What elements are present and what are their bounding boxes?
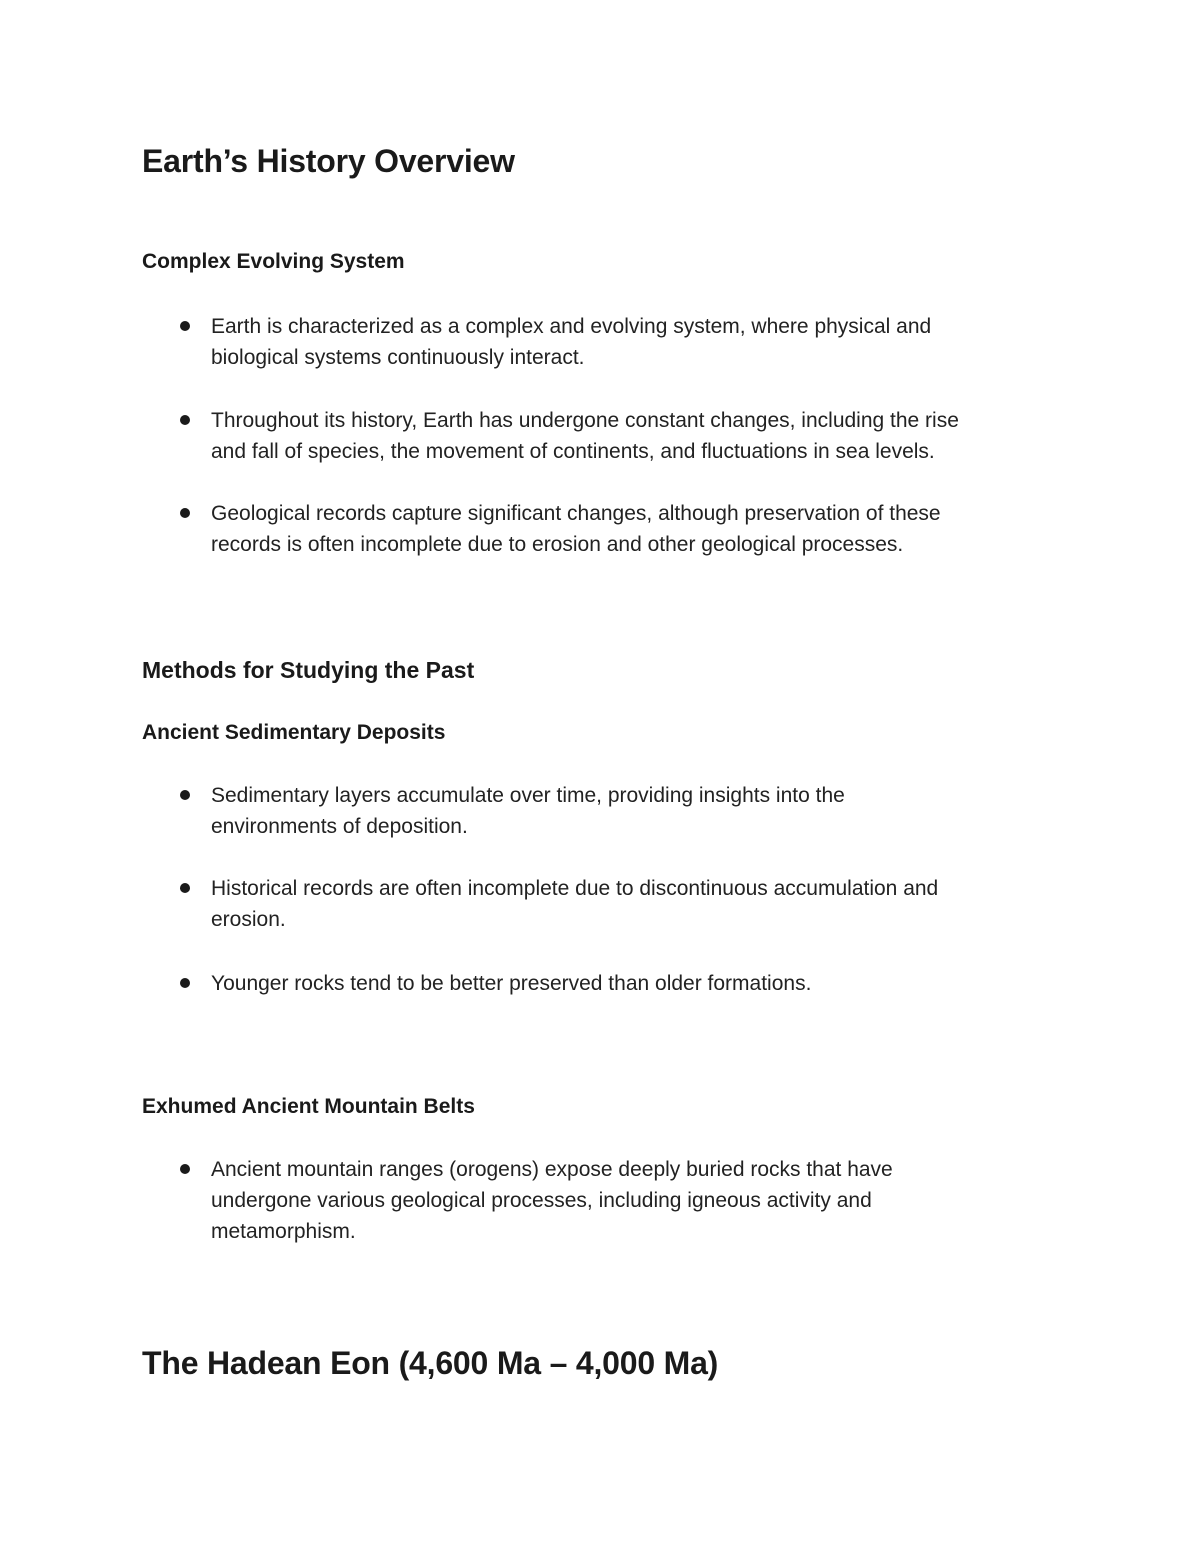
list-item-text: Throughout its history, Earth has undergone constant changes, including the rise and fall of species, the movement of continents, and fluctuations in sea levels. (211, 409, 959, 463)
list-item-text: Younger rocks tend to be better preserved than older formations. (211, 972, 812, 995)
bullet-icon (180, 790, 190, 800)
subsection-heading-mountain-belts: Exhumed Ancient Mountain Belts (142, 1095, 475, 1118)
list-item-text: Geological records capture significant changes, although preservation of these records is often incomplete due to erosion and other geological processes. (211, 502, 941, 556)
list-item-text: Historical records are often incomplete due to discontinuous accumulation and erosion. (211, 877, 939, 931)
list-item-text: Sedimentary layers accumulate over time, providing insights into the environments of deposition. (211, 784, 845, 838)
bullet-icon (180, 1164, 190, 1174)
list-item-text: Earth is characterized as a complex and evolving system, where physical and biological systems continuously interact. (211, 315, 932, 369)
bullet-icon (180, 978, 190, 988)
bullet-icon (180, 508, 190, 518)
bullet-icon (180, 415, 190, 425)
section-heading-methods: Methods for Studying the Past (142, 657, 475, 683)
section-heading-hadean-eon: The Hadean Eon (4,600 Ma – 4,000 Ma) (142, 1345, 719, 1381)
subsection-heading-sedimentary-deposits: Ancient Sedimentary Deposits (142, 721, 446, 744)
page-title: Earth’s History Overview (142, 143, 515, 179)
bullet-icon (180, 321, 190, 331)
list-item-text: Ancient mountain ranges (orogens) expose deeply buried rocks that have undergone various geological processes, including igneous activity and metamorphism. (211, 1158, 893, 1243)
section-heading-complex-evolving-system: Complex Evolving System (142, 250, 405, 273)
bullet-icon (180, 883, 190, 893)
